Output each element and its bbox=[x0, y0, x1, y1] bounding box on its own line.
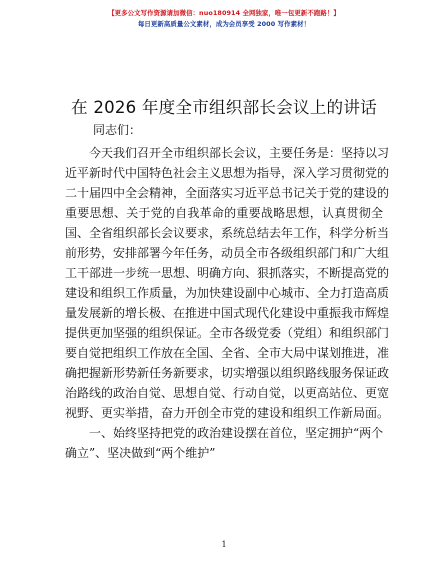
body-line: 视野、更实举措，奋力开创全市党的建设和组织工作新局面。 bbox=[65, 406, 390, 420]
document-body bbox=[65, 143, 390, 463]
body-line: 近平新时代中国特色社会主义思想为指导，深入学习贯彻党的 bbox=[65, 166, 390, 180]
page-number: 1 bbox=[221, 540, 227, 549]
document-title: 在 2026 年度全市组织部长会议上的讲话 bbox=[71, 98, 377, 118]
body-line: 二十届四中全会精神，全面落实习近平总书记关于党的建设的 bbox=[65, 186, 390, 200]
body-line: 国、全省组织部长会议要求，系统总结去年工作，科学分析当 bbox=[65, 226, 390, 240]
body-line: 今天我们召开全市组织部长会议，主要任务是：坚持以习 bbox=[89, 146, 390, 160]
body-line: 重要思想、关于党的自我革命的重要战略思想，认真贯彻全 bbox=[65, 206, 383, 220]
header-banner bbox=[0, 8, 448, 30]
body-line: 确把握新形势新任务新要求，切实增强以组织路线服务保证政 bbox=[65, 366, 390, 380]
body-line: 工干部进一步统一思想、明确方向、狠抓落实，不断提高党的 bbox=[65, 266, 390, 280]
section-heading-line: 确立”、坚决做到“两个维护” bbox=[65, 446, 216, 460]
salutation: 同志们： bbox=[93, 123, 142, 137]
body-line: 提供更加坚强的组织保证。全市各级党委（党组）和组织部门 bbox=[65, 326, 390, 340]
section-heading-line: 一、始终坚持把党的政治建设摆在首位，坚定拥护“两个 bbox=[89, 426, 384, 440]
body-line: 建设和组织工作质量，为加快建设副中心城市、全力打造高质 bbox=[65, 286, 390, 300]
body-line: 要自觉把组织工作放在全国、全省、全市大局中谋划推进，准 bbox=[65, 346, 390, 360]
body-line: 量发展新的增长极、在推进中国式现代化建设中重振我市辉煌 bbox=[65, 306, 390, 320]
body-line: 前形势，安排部署今年任务，动员全市各级组织部门和广大组 bbox=[65, 246, 390, 260]
body-line: 治路线的政治自觉、思想自觉、行动自觉，以更高站位、更宽 bbox=[65, 386, 390, 400]
promo-line-wechat: 【更多公文写作资源请加微信：nuo180914 全网独家，唯一包更新不跑路！】 bbox=[108, 9, 340, 17]
promo-line-membership: 每日更新高质量公文素材，成为会员享受 2000 写作素材！ bbox=[137, 20, 311, 28]
